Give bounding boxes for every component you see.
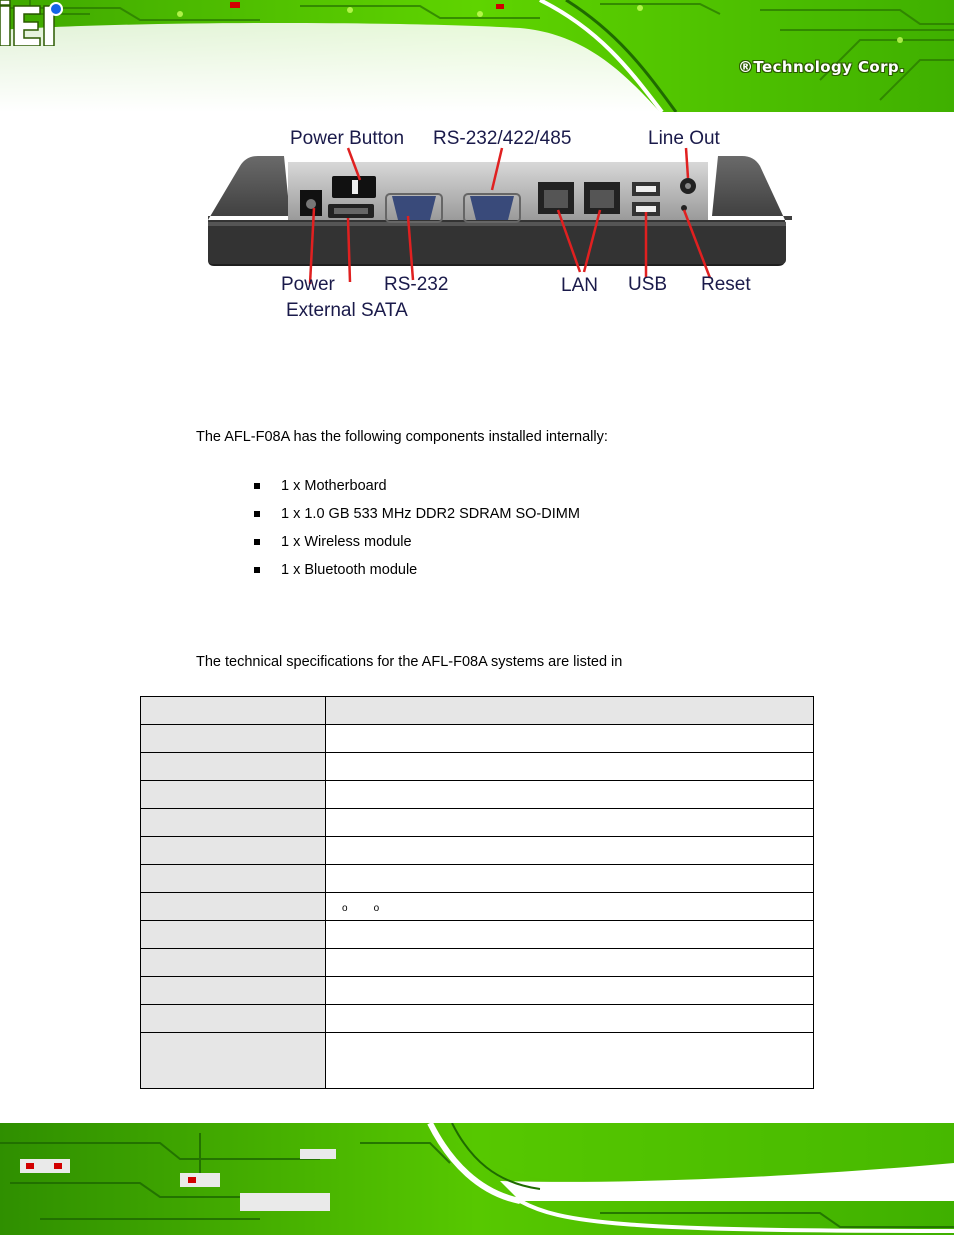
table-row (141, 837, 814, 865)
table-row (141, 781, 814, 809)
table-cell (326, 809, 814, 837)
table-cell (326, 781, 814, 809)
callout-usb: USB (628, 274, 668, 295)
spec-table (140, 696, 814, 1089)
table-row (141, 865, 814, 893)
table-cell (141, 781, 326, 809)
table-cell (141, 697, 326, 725)
table-row (141, 1033, 814, 1089)
rear-panel-figure (200, 120, 800, 335)
iei-logo (0, 0, 80, 46)
list-item: 1 x 1.0 GB 533 MHz DDR2 SDRAM SO-DIMM (254, 504, 580, 532)
callout-power-button: Power Button (290, 128, 405, 149)
table-cell (141, 893, 326, 921)
table-cell (141, 949, 326, 977)
callout-lan: LAN (561, 275, 598, 296)
table-cell (141, 921, 326, 949)
table-cell (326, 1005, 814, 1033)
callout-reset: Reset (701, 274, 751, 295)
table-cell (326, 1033, 814, 1089)
components-intro: The AFL-F08A has the following components installed internally: (196, 429, 608, 445)
callout-line-out: Line Out (648, 128, 720, 149)
list-item: 1 x Wireless module (254, 532, 580, 560)
table-cell (326, 725, 814, 753)
table-cell (326, 977, 814, 1005)
table-cell (326, 697, 814, 725)
table-cell (141, 753, 326, 781)
table-cell (326, 865, 814, 893)
degree-mark: o (342, 903, 348, 914)
footer-banner (0, 1123, 954, 1235)
table-cell (326, 921, 814, 949)
table-cell (141, 809, 326, 837)
table-row (141, 977, 814, 1005)
table-row (141, 949, 814, 977)
circuit-board-header-graphic (0, 0, 954, 112)
table-header-row (141, 697, 814, 725)
table-cell (141, 1033, 326, 1089)
table-row (141, 921, 814, 949)
components-list (254, 476, 580, 588)
table-cell (326, 837, 814, 865)
table-row (141, 1005, 814, 1033)
company-name: ®Technology Corp. (738, 58, 906, 76)
callout-external-sata: External SATA (286, 300, 408, 321)
list-item: 1 x Motherboard (254, 476, 580, 504)
table-cell (326, 753, 814, 781)
callout-power: Power (281, 274, 335, 295)
table-cell (141, 865, 326, 893)
table-cell (326, 949, 814, 977)
table-row (141, 725, 814, 753)
table-cell (141, 1005, 326, 1033)
list-item: 1 x Bluetooth module (254, 560, 580, 588)
table-cell (141, 837, 326, 865)
table-row (141, 809, 814, 837)
spec-intro: The technical specifications for the AFL-F08A systems are listed in (196, 654, 623, 670)
callout-serial-combo: RS-232/422/485 (433, 128, 572, 149)
table-cell (326, 893, 814, 921)
header-banner (0, 0, 954, 112)
table-row (141, 753, 814, 781)
circuit-board-footer-graphic (0, 1123, 954, 1235)
table-row (141, 893, 814, 921)
degree-mark: o (373, 903, 380, 914)
table-cell (141, 977, 326, 1005)
table-cell (141, 725, 326, 753)
callout-rs232: RS-232 (384, 274, 449, 295)
